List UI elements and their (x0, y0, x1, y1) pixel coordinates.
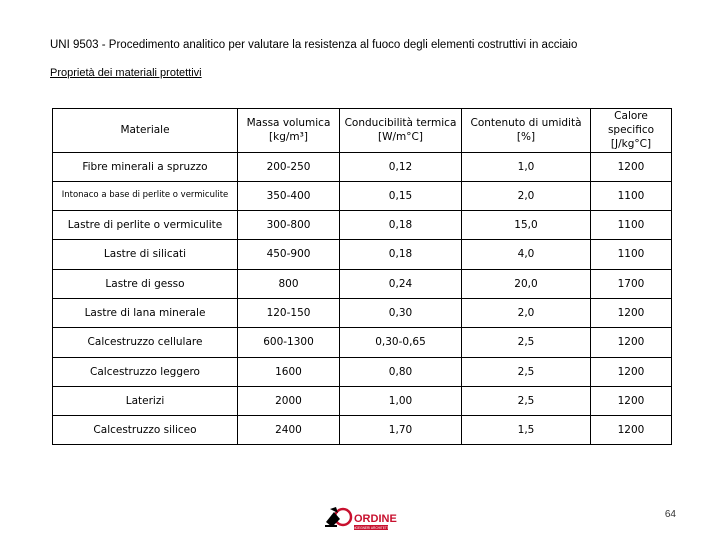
header-massa-volumica (238, 109, 340, 153)
header-unit: [%] (516, 131, 536, 144)
cell-material: Laterizi (53, 386, 238, 415)
cell-moisture: 2,5 (462, 328, 591, 357)
cell-density: 200-250 (238, 152, 340, 181)
header-conducibilita (340, 109, 462, 153)
cell-material: Lastre di silicati (53, 240, 238, 269)
cell-specific-heat: 1200 (591, 386, 672, 415)
cell-moisture: 1,5 (462, 416, 591, 445)
cell-density: 1600 (238, 357, 340, 386)
section-subtitle: Proprietà dei materiali protettivi (50, 67, 202, 79)
cell-material: Calcestruzzo leggero (53, 357, 238, 386)
table-row (53, 211, 672, 240)
table-row (53, 152, 672, 181)
cell-density: 600-1300 (238, 328, 340, 357)
page-title: UNI 9503 - Procedimento analitico per valutare la resistenza al fuoco degli elementi costruttivi in acciaio (50, 39, 578, 51)
header-label: Contenuto di umidità (470, 117, 582, 130)
header-calore-specifico (591, 109, 672, 153)
cell-conductivity: 0,80 (340, 357, 462, 386)
cell-moisture: 15,0 (462, 211, 591, 240)
cell-density: 450-900 (238, 240, 340, 269)
cell-conductivity: 0,18 (340, 211, 462, 240)
header-label: Massa volumica (246, 117, 331, 130)
cell-specific-heat: 1200 (591, 299, 672, 328)
cell-specific-heat: 1100 (591, 240, 672, 269)
cell-conductivity: 0,30 (340, 299, 462, 328)
ordine-logo (322, 497, 397, 537)
cell-material: Lastre di perlite o vermiculite (53, 211, 238, 240)
table-row (53, 181, 672, 210)
header-materiale (53, 109, 238, 153)
cell-specific-heat: 1200 (591, 416, 672, 445)
logo-subtext: INGEGNERI ARCHITETTI (352, 526, 390, 530)
table-row (53, 386, 672, 415)
cell-moisture: 2,5 (462, 386, 591, 415)
cell-specific-heat: 1200 (591, 328, 672, 357)
logo-emblem-icon (325, 507, 351, 527)
header-unit: [W/m°C] (378, 131, 423, 144)
header-unit: [kg/m³] (269, 131, 308, 144)
materials-table (52, 108, 672, 445)
cell-moisture: 2,0 (462, 299, 591, 328)
cell-moisture: 1,0 (462, 152, 591, 181)
cell-density: 300-800 (238, 211, 340, 240)
cell-material: Lastre di lana minerale (53, 299, 238, 328)
header-unit: [J/kg°C] (610, 138, 652, 151)
cell-density: 350-400 (238, 181, 340, 210)
cell-specific-heat: 1100 (591, 211, 672, 240)
page-number: 64 (664, 509, 676, 520)
cell-density: 2400 (238, 416, 340, 445)
cell-material: Intonaco a base di perlite o vermiculite (53, 181, 238, 210)
cell-conductivity: 0,24 (340, 269, 462, 298)
cell-specific-heat: 1200 (591, 152, 672, 181)
header-label: Materiale (120, 124, 170, 137)
table-header-row (53, 109, 672, 153)
cell-specific-heat: 1100 (591, 181, 672, 210)
cell-conductivity: 0,12 (340, 152, 462, 181)
table-row (53, 269, 672, 298)
header-label: Conducibilità termica (344, 117, 457, 130)
cell-density: 2000 (238, 386, 340, 415)
cell-moisture: 20,0 (462, 269, 591, 298)
cell-density: 800 (238, 269, 340, 298)
cell-conductivity: 0,30-0,65 (340, 328, 462, 357)
cell-conductivity: 1,70 (340, 416, 462, 445)
cell-material: Calcestruzzo siliceo (53, 416, 238, 445)
cell-material: Fibre minerali a spruzzo (53, 152, 238, 181)
table-row (53, 240, 672, 269)
cell-material: Calcestruzzo cellulare (53, 328, 238, 357)
cell-moisture: 2,5 (462, 357, 591, 386)
logo-text: ORDINE (354, 513, 397, 525)
header-umidita (462, 109, 591, 153)
cell-specific-heat: 1200 (591, 357, 672, 386)
table-row (53, 357, 672, 386)
cell-conductivity: 1,00 (340, 386, 462, 415)
table-row (53, 328, 672, 357)
cell-conductivity: 0,15 (340, 181, 462, 210)
table-row (53, 299, 672, 328)
cell-material: Lastre di gesso (53, 269, 238, 298)
cell-specific-heat: 1700 (591, 269, 672, 298)
cell-conductivity: 0,18 (340, 240, 462, 269)
table-row (53, 416, 672, 445)
cell-density: 120-150 (238, 299, 340, 328)
cell-moisture: 2,0 (462, 181, 591, 210)
header-label: Calore specifico (607, 110, 655, 137)
cell-moisture: 4,0 (462, 240, 591, 269)
